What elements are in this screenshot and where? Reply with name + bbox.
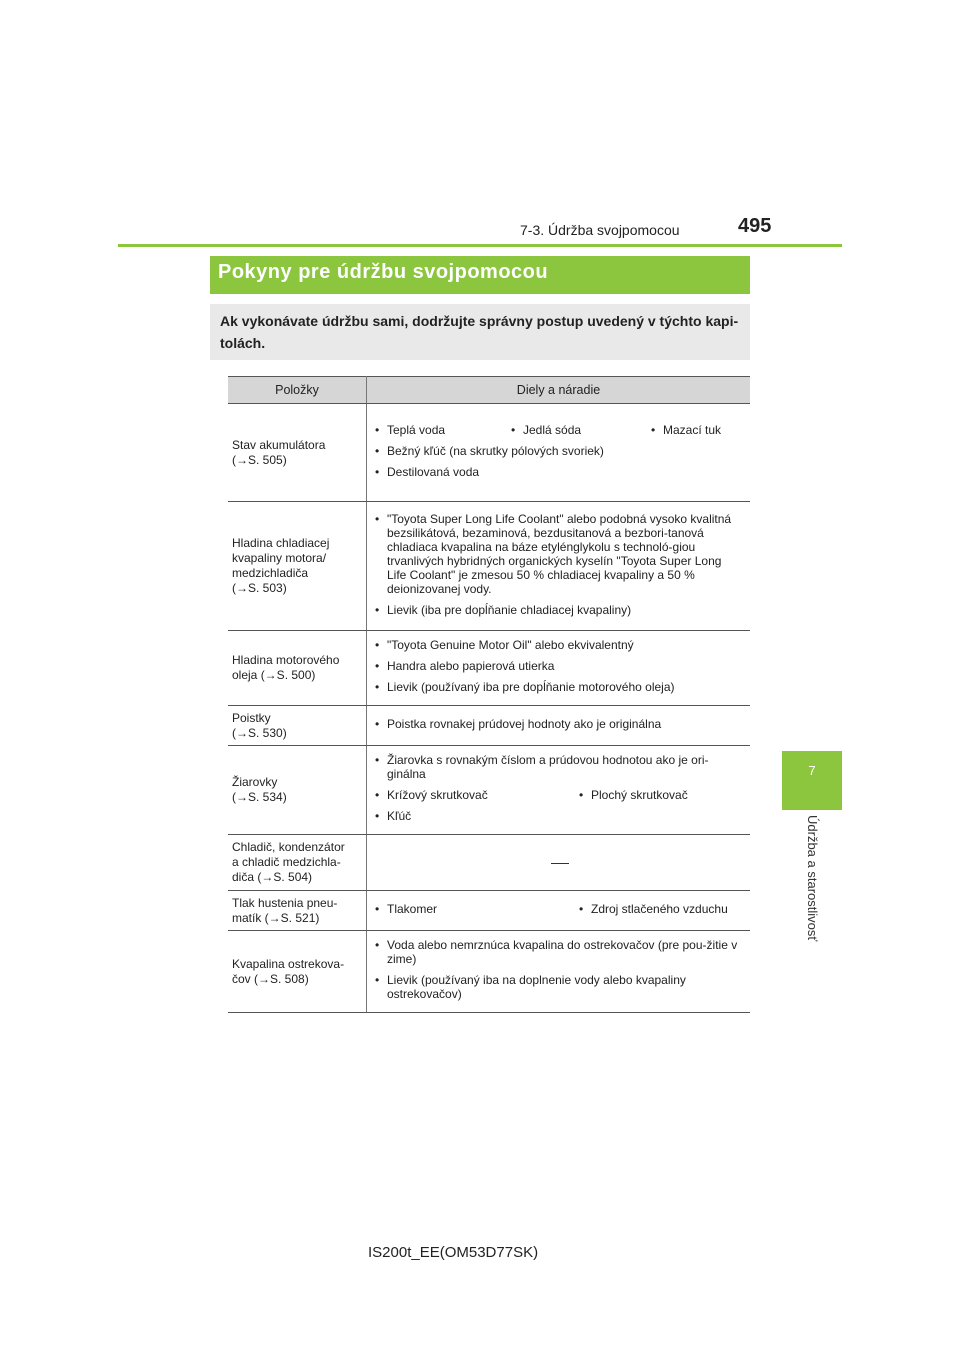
footer-model-code: IS200t_EE(OM53D77SK) [368, 1244, 539, 1261]
table-row [228, 631, 750, 706]
item-line: (→S. 505) [232, 452, 287, 467]
item-cell [228, 931, 367, 1013]
header-rule [118, 244, 842, 247]
item-line: Hladina chladiacej [232, 536, 330, 550]
item-line: medzichladiča [232, 566, 309, 580]
parts-row [375, 902, 744, 916]
parts-bullet: • Handra alebo papierová utierka [375, 659, 744, 673]
item-line: matík (→S. 521) [232, 910, 320, 925]
parts-bullet: • Kľúč [375, 809, 744, 823]
parts-cell [367, 706, 751, 746]
item-line: Tlak hustenia pneu- [232, 895, 338, 910]
item-line: Stav akumulátora [232, 437, 326, 452]
parts-bullet: • Lievik (používaný iba pre dopĺňanie motorového oleja) [375, 680, 744, 694]
item-cell [228, 404, 367, 502]
parts-bullet: • Krížový skrutkovač [375, 788, 579, 802]
parts-bullet: • "Toyota Genuine Motor Oil" alebo ekvivalentný [375, 638, 744, 652]
page-title: Pokyny pre údržbu svojpomocou [218, 261, 549, 283]
item-cell [228, 746, 367, 835]
parts-bullet: • Poistka rovnakej prúdovej hodnoty ako je originálna [375, 717, 744, 731]
intro-box [210, 304, 750, 360]
parts-bullet: • "Toyota Super Long Life Coolant" alebo podobná vysoko kvalitná bezsilikátová, bezaminová, bezdusitanová a bezbori-tanová chladiaca kvapalina na báze etylénglykolu s technoló-giou trvanlivých hybridných organických kyselín "Toyota Super Long Life Coolant" je zmesou 50 % chladiacej kvapaliny a 50 % deionizovanej vody. [375, 512, 744, 596]
table-row [228, 706, 750, 746]
parts-bullet: • Voda alebo nemrznúca kvapalina do ostrekovačov (pre pou-žitie v zime) [375, 938, 744, 966]
parts-row [375, 788, 744, 802]
header-items: Položky [228, 377, 367, 404]
table-row [228, 835, 750, 891]
item-line: (→S. 530) [232, 725, 287, 740]
parts-bullet: • Teplá voda [375, 423, 511, 437]
maintenance-table [228, 376, 750, 1013]
parts-cell [367, 835, 751, 891]
parts-cell [367, 502, 751, 631]
item-line: Kvapalina ostrekova- [232, 956, 345, 971]
item-line: Poistky [232, 710, 271, 725]
item-cell [228, 631, 367, 706]
parts-bullet: • Tlakomer [375, 902, 579, 916]
item-line: kvapaliny motora/ [232, 551, 327, 565]
item-line: oleja (→S. 500) [232, 668, 316, 682]
table-row [228, 891, 750, 931]
section-title: 7-3. Údržba svojpomocou [520, 222, 680, 238]
item-line: Chladič, kondenzátor [232, 840, 345, 854]
chapter-label: Údržba a starostlivosť [805, 815, 820, 942]
parts-cell [367, 931, 751, 1013]
parts-bullet: • Bežný kľúč (na skrutky pólových svoriek) [375, 444, 744, 458]
parts-cell [367, 631, 751, 706]
parts-bullet: • Zdroj stlačeného vzduchu [579, 902, 728, 916]
parts-cell [367, 891, 751, 931]
page-number: 495 [738, 215, 772, 237]
item-line: (→S. 503) [232, 581, 287, 595]
item-line: (→S. 534) [232, 790, 287, 804]
item-line: a chladič medzichla- [232, 855, 341, 869]
item-cell [228, 891, 367, 931]
item-cell [228, 835, 367, 891]
parts-row [375, 423, 744, 437]
table-row [228, 404, 750, 502]
table-row [228, 931, 750, 1013]
item-line: diča (→S. 504) [232, 870, 313, 884]
intro-text: Ak vykonávate údržbu sami, dodržujte správny postup uvedený v týchto kapi-tolách. [220, 313, 739, 351]
parts-bullet: • Destilovaná voda [375, 465, 744, 479]
parts-cell [367, 746, 751, 835]
table-row [228, 746, 750, 835]
parts-bullet: • Lievik (iba pre dopĺňanie chladiacej kvapaliny) [375, 603, 744, 617]
title-bar [210, 256, 750, 294]
chapter-number: 7 [808, 763, 816, 778]
item-cell [228, 706, 367, 746]
parts-bullet: • Žiarovka s rovnakým číslom a prúdovou hodnotou ako je ori-ginálna [375, 753, 744, 781]
parts-bullet: • Lievik (používaný iba na doplnenie vody alebo kvapaliny ostrekovačov) [375, 973, 744, 1001]
parts-bullet: • Mazací tuk [651, 423, 721, 437]
parts-bullet: • Jedlá sóda [511, 423, 651, 437]
chapter-tab [782, 751, 842, 810]
parts-cell [367, 404, 751, 502]
table-row [228, 502, 750, 631]
header-parts: Diely a náradie [367, 377, 751, 404]
empty-dash [551, 863, 569, 864]
parts-bullet: • Plochý skrutkovač [579, 788, 688, 802]
item-line: Hladina motorového [232, 653, 340, 667]
table-header-row [228, 377, 750, 404]
item-line: čov (→S. 508) [232, 971, 309, 986]
item-line: Žiarovky [232, 775, 278, 789]
item-cell [228, 502, 367, 631]
